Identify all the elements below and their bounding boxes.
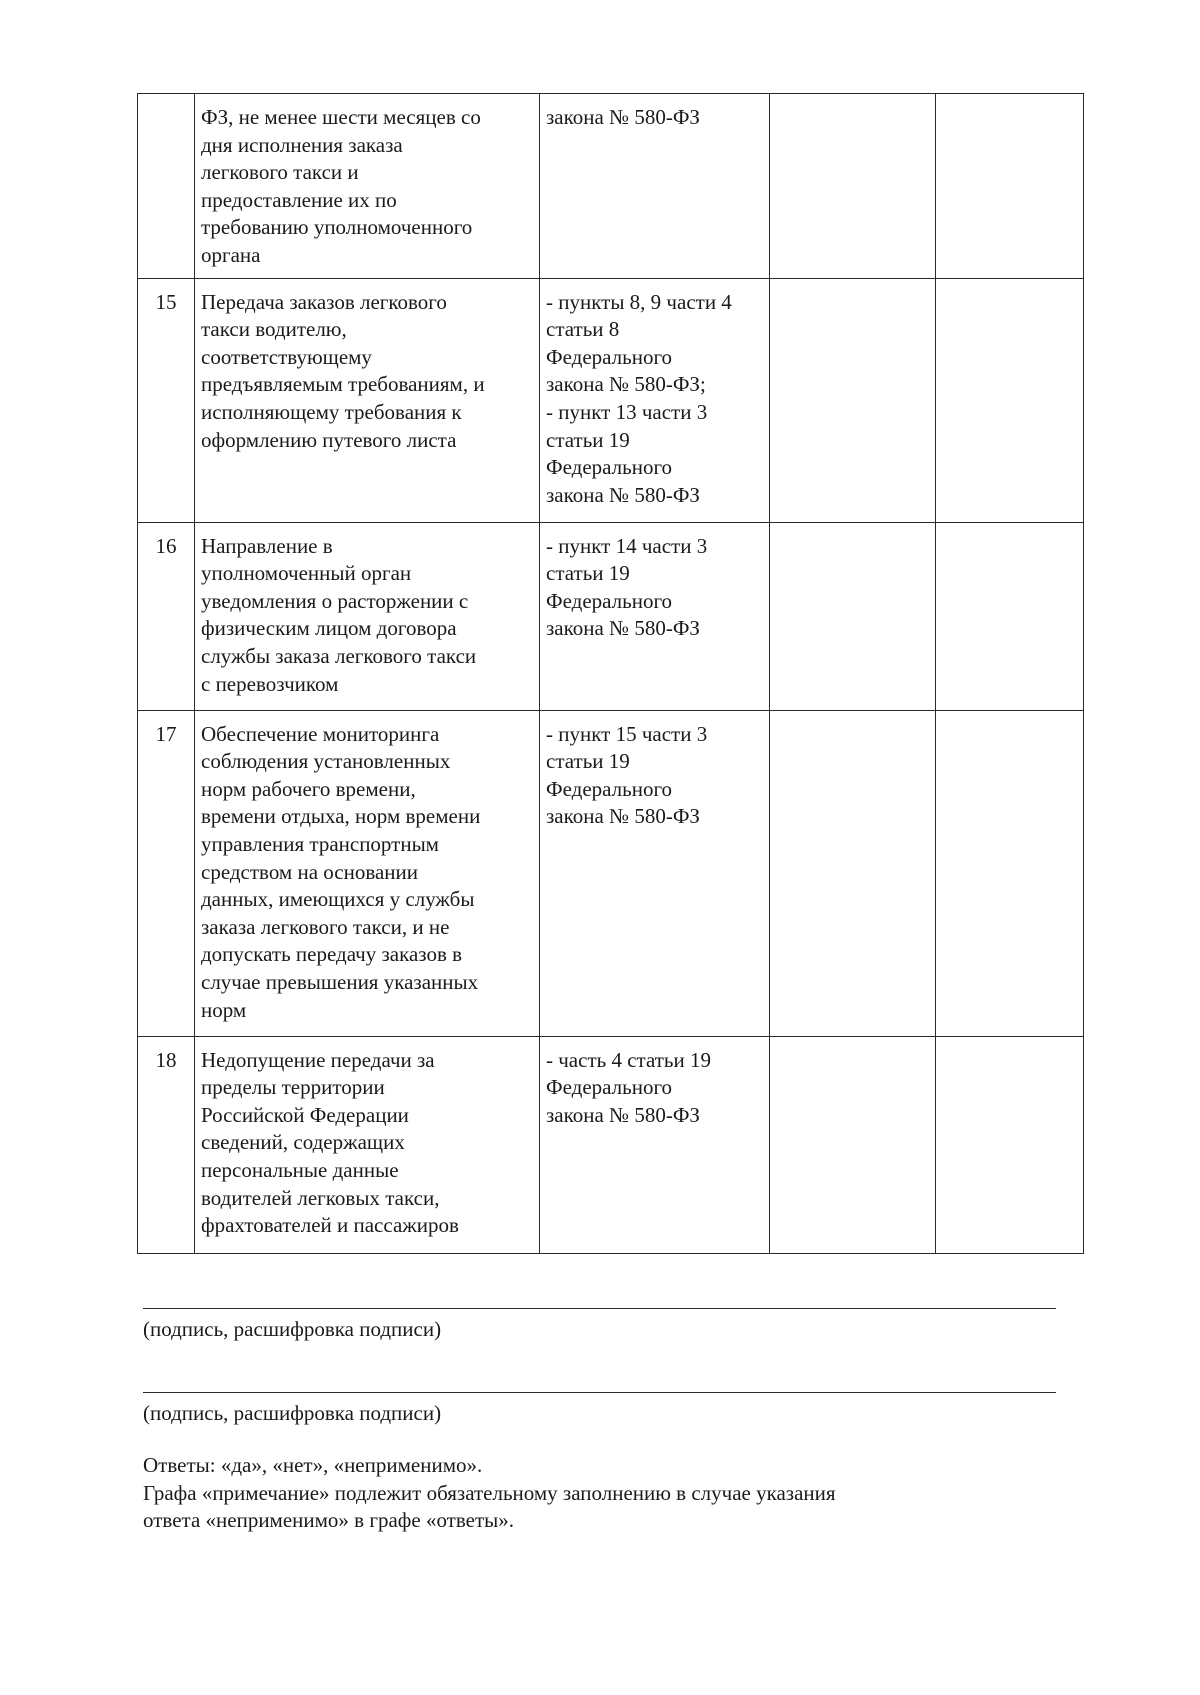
answer-cell[interactable] xyxy=(770,1036,936,1253)
requirement-cell: Направление в уполномоченный орган уведомления о расторжении с физическим лицом договора службы заказа легкового такси с перевозчиком xyxy=(195,522,540,710)
table-row xyxy=(138,710,1084,1036)
legal-basis-cell: закона № 580-ФЗ xyxy=(540,94,770,279)
signature-caption: (подпись, расшифровка подписи) xyxy=(143,1317,442,1341)
row-number: 16 xyxy=(138,522,195,710)
table-row xyxy=(138,1036,1084,1253)
checklist-table xyxy=(137,93,1084,1254)
legal-basis-cell: - пункт 15 части 3 статьи 19 Федерального закона № 580-ФЗ xyxy=(540,710,770,1036)
note-cell[interactable] xyxy=(936,522,1084,710)
requirement-cell: Обеспечение мониторинга соблюдения установленных норм рабочего времени, времени отдыха, норм времени управления транспортным средством на основании данных, имеющихся у службы заказа легкового такси, и не допускать передачу заказов в случае превышения указанных норм xyxy=(195,710,540,1036)
note-cell[interactable] xyxy=(936,94,1084,279)
requirement-cell: Передача заказов легкового такси водителю, соответствующему предъявляемым требованиям, и исполняющему требования к оформлению путевого листа xyxy=(195,278,540,522)
row-number: 18 xyxy=(138,1036,195,1253)
notes-block xyxy=(143,1452,1083,1535)
signature-line[interactable] xyxy=(143,1392,1056,1393)
note-cell[interactable] xyxy=(936,1036,1084,1253)
legal-basis-cell: - часть 4 статьи 19 Федерального закона № 580-ФЗ xyxy=(540,1036,770,1253)
legal-basis-cell: - пункт 14 части 3 статьи 19 Федерального закона № 580-ФЗ xyxy=(540,522,770,710)
answer-cell[interactable] xyxy=(770,278,936,522)
answer-cell[interactable] xyxy=(770,522,936,710)
requirement-cell: Недопущение передачи за пределы территории Российской Федерации сведений, содержащих персональные данные водителей легковых такси, фрахтователей и пассажиров xyxy=(195,1036,540,1253)
answers-note: Ответы: «да», «нет», «неприменимо». xyxy=(143,1453,483,1477)
row-number xyxy=(138,94,195,279)
remark-note-line: Графа «примечание» подлежит обязательному заполнению в случае указания xyxy=(143,1480,836,1505)
table-row xyxy=(138,94,1084,279)
requirement-cell: ФЗ, не менее шести месяцев со дня исполнения заказа легкового такси и предоставление их по требованию уполномоченного органа xyxy=(195,94,540,279)
signature-line[interactable] xyxy=(143,1308,1056,1309)
legal-basis-cell: - пункты 8, 9 части 4 статьи 8 Федерального закона № 580-ФЗ; - пункт 13 части 3 статьи 19 Федерального закона № 580-ФЗ xyxy=(540,278,770,522)
answer-cell[interactable] xyxy=(770,94,936,279)
signature-caption: (подпись, расшифровка подписи) xyxy=(143,1401,442,1425)
note-cell[interactable] xyxy=(936,710,1084,1036)
row-number: 17 xyxy=(138,710,195,1036)
table-row xyxy=(138,522,1084,710)
table-row xyxy=(138,278,1084,522)
answer-cell[interactable] xyxy=(770,710,936,1036)
row-number: 15 xyxy=(138,278,195,522)
note-cell[interactable] xyxy=(936,278,1084,522)
remark-note-line: ответа «неприменимо» в графе «ответы». xyxy=(143,1508,515,1532)
